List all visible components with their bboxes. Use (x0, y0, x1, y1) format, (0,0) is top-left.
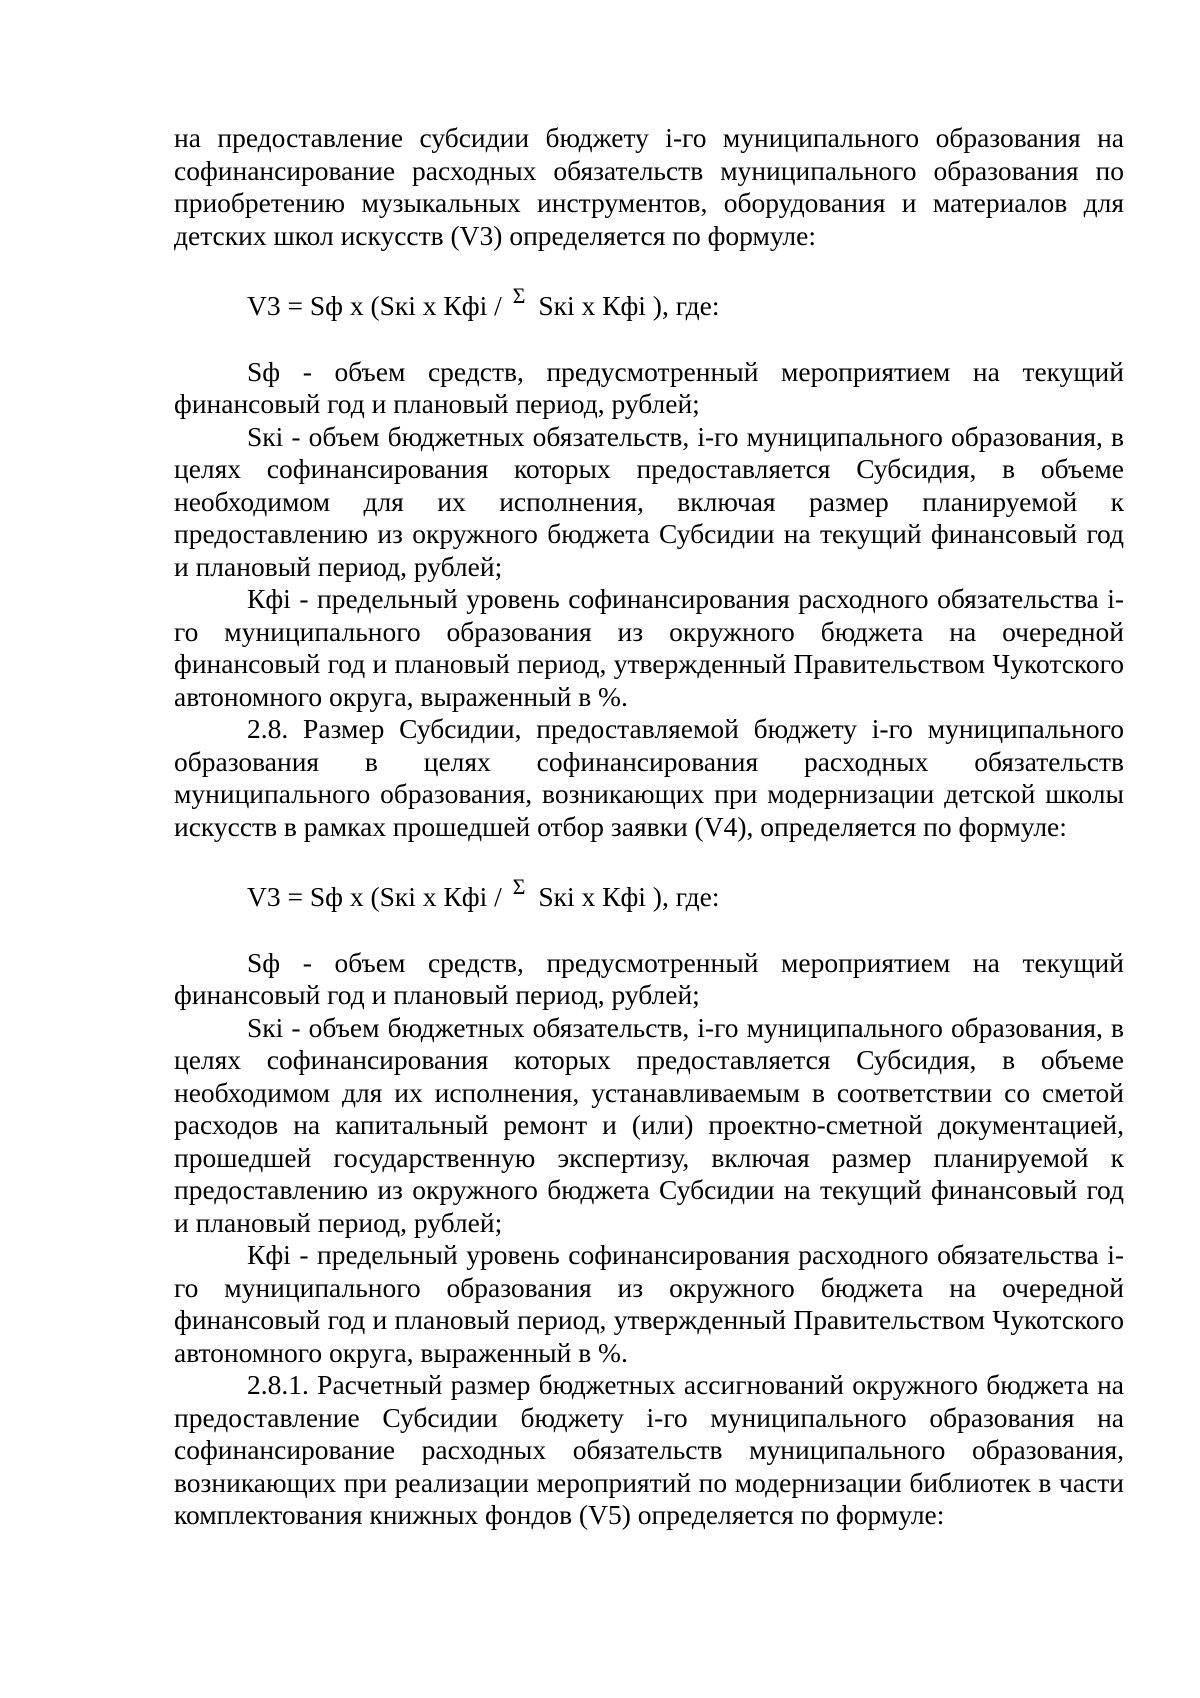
section-2-8-1-paragraph: 2.8.1. Расчетный размер бюджетных ассигнований окружного бюджета на предоставление Субсидии бюджету i-го муниципального образования на софинансирование расходных обязательств муниципального образования, возникающих при реализации мероприятий по модернизации библиотек в части комплектования книжных фондов (V5) определяется по формуле: (174, 1369, 1124, 1530)
intro-paragraph: на предоставление субсидии бюджету i-го муниципального образования на софинансирование расходных обязательств муниципального образования по приобретению музыкальных инструментов, оборудования и материалов для детских школ искусств (V3) определяется по формуле: (174, 122, 1124, 251)
ski-definition: Sкi - объем бюджетных обязательств, i-го муниципального образования, в целях софинансирования которых предоставляется Субсидия, в объеме необходимом для их исполнения, устанавливаемым в соответствии со сметой расходов на капитальный ремонт и (или) проектно-сметной документацией, прошедшей государственную экспертизу, включая размер планируемой к предоставлению из окружного бюджета Субсидии на текущий финансовый год и плановый период, рублей; (174, 1011, 1124, 1238)
formula-right: Sкi х Кфi ), где: (531, 290, 720, 321)
formula-v4 (247, 874, 1124, 916)
kfi-definition: Кфi - предельный уровень софинансирования расходного обязательства i-го муниципального образования из окружного бюджета на очередной финансовый год и плановый период, утвержденный Правительством Чукотского автономного округа, выраженный в %. (174, 1239, 1124, 1368)
kfi-definition: Кфi - предельный уровень софинансирования расходного обязательства i-го муниципального образования из окружного бюджета на очередной финансовый год и плановый период, утвержденный Правительством Чукотского автономного округа, выраженный в %. (174, 583, 1124, 712)
sigma-symbol: Σ (512, 283, 526, 308)
formula-right: Sкi х Кфi ), где: (531, 881, 720, 912)
spacer (174, 843, 1124, 881)
formula-left: V3 = Sф х (Sкi х Кфi / (247, 290, 509, 321)
section-2-8-paragraph: 2.8. Размер Субсидии, предоставляемой бюджету i-го муниципального образования в целях софинансирования расходных обязательств муниципального образования, возникающих при модернизации детской школы искусств в рамках прошедшей отбор заявки (V4), определяется по формуле: (174, 713, 1124, 842)
sigma-symbol: Σ (512, 874, 526, 899)
spacer (174, 252, 1124, 290)
formula-left: V3 = Sф х (Sкi х Кфi / (247, 881, 509, 912)
sf-definition: Sф - объем средств, предусмотренный мероприятием на текущий финансовый год и плановый период, рублей; (174, 946, 1124, 1010)
sf-definition: Sф - объем средств, предусмотренный мероприятием на текущий финансовый год и плановый период, рублей; (174, 355, 1124, 419)
spacer (174, 325, 1124, 356)
spacer (174, 916, 1124, 947)
ski-definition: Sкi - объем бюджетных обязательств, i-го муниципального образования, в целях софинансирования которых предоставляется Субсидия, в объеме необходимом для их исполнения, включая размер планируемой к предоставлению из окружного бюджета Субсидии на текущий финансовый год и плановый период, рублей; (174, 420, 1124, 582)
formula-v3 (247, 283, 1124, 325)
document-body (174, 122, 1124, 1532)
